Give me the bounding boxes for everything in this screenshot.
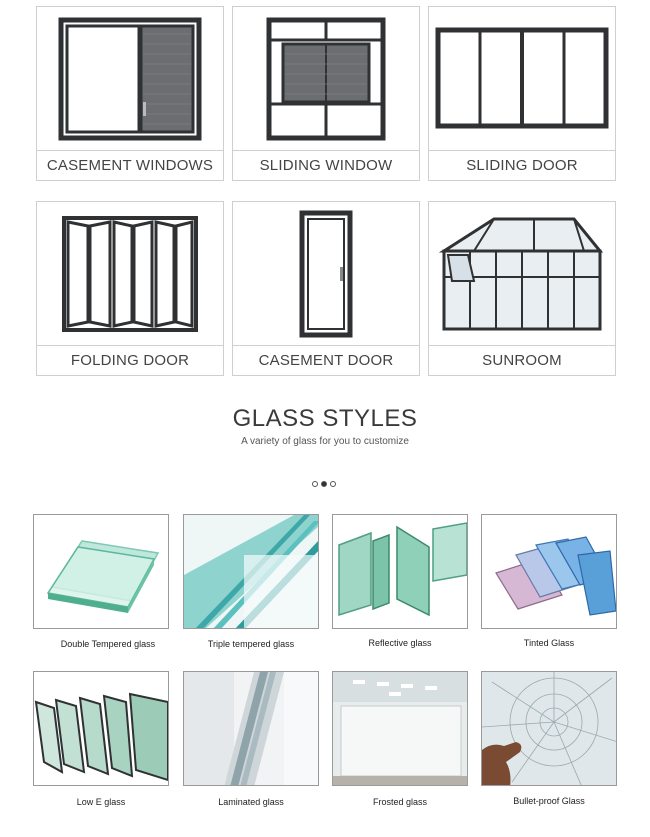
- low-e-glass-image: [34, 672, 169, 786]
- glass-tile-reflective[interactable]: [332, 514, 468, 629]
- carousel-dots: [312, 481, 336, 487]
- glass-tile-frosted[interactable]: [332, 671, 468, 786]
- section-title: GLASS STYLES: [232, 405, 418, 432]
- glass-caption: Frosted glass: [372, 797, 428, 807]
- glass-tile-triple-tempered[interactable]: [183, 514, 319, 629]
- product-label: FOLDING DOOR: [37, 345, 223, 375]
- bullet-proof-glass-image: [482, 672, 617, 786]
- product-label: SLIDING WINDOW: [233, 150, 419, 180]
- glass-tile-bullet-proof[interactable]: [481, 671, 617, 786]
- carousel-dot[interactable]: [312, 481, 318, 487]
- casement-window-icon: [37, 7, 223, 150]
- glass-tile-tinted[interactable]: [481, 514, 617, 629]
- sliding-door-icon: [429, 7, 615, 150]
- section-subtitle: A variety of glass for you to customize: [241, 436, 409, 447]
- glass-caption: Tinted Glass: [523, 638, 575, 648]
- glass-tile-laminated[interactable]: [183, 671, 319, 786]
- reflective-glass-image: [333, 515, 468, 629]
- folding-door-icon: [37, 202, 223, 345]
- tinted-glass-image: [482, 515, 617, 629]
- glass-tile-low-e[interactable]: [33, 671, 169, 786]
- casement-door-icon: [233, 202, 419, 345]
- product-label: CASEMENT WINDOWS: [37, 150, 223, 180]
- glass-caption: Double Tempered glass: [60, 639, 156, 649]
- product-card-sliding-window[interactable]: [232, 6, 420, 181]
- product-card-sliding-door[interactable]: [428, 6, 616, 181]
- glass-caption: Reflective glass: [368, 638, 432, 648]
- glass-caption: Triple tempered glass: [207, 639, 295, 649]
- sliding-window-icon: [233, 7, 419, 150]
- laminated-glass-image: [184, 672, 319, 786]
- product-card-casement-door[interactable]: [232, 201, 420, 376]
- frosted-glass-image: [333, 672, 468, 786]
- glass-caption: Laminated glass: [218, 797, 284, 807]
- glass-tile-double-tempered[interactable]: [33, 514, 169, 629]
- product-label: SUNROOM: [429, 345, 615, 375]
- glass-caption: Bullet-proof Glass: [513, 796, 585, 806]
- double-tempered-glass-image: [34, 515, 169, 629]
- carousel-dot-active[interactable]: [321, 481, 327, 487]
- product-card-sunroom[interactable]: [428, 201, 616, 376]
- sunroom-icon: [429, 202, 615, 345]
- carousel-dot[interactable]: [330, 481, 336, 487]
- product-label: SLIDING DOOR: [429, 150, 615, 180]
- glass-caption: Low E glass: [76, 797, 126, 807]
- product-label: CASEMENT DOOR: [233, 345, 419, 375]
- product-card-casement-windows[interactable]: [36, 6, 224, 181]
- triple-tempered-glass-image: [184, 515, 319, 629]
- product-card-folding-door[interactable]: [36, 201, 224, 376]
